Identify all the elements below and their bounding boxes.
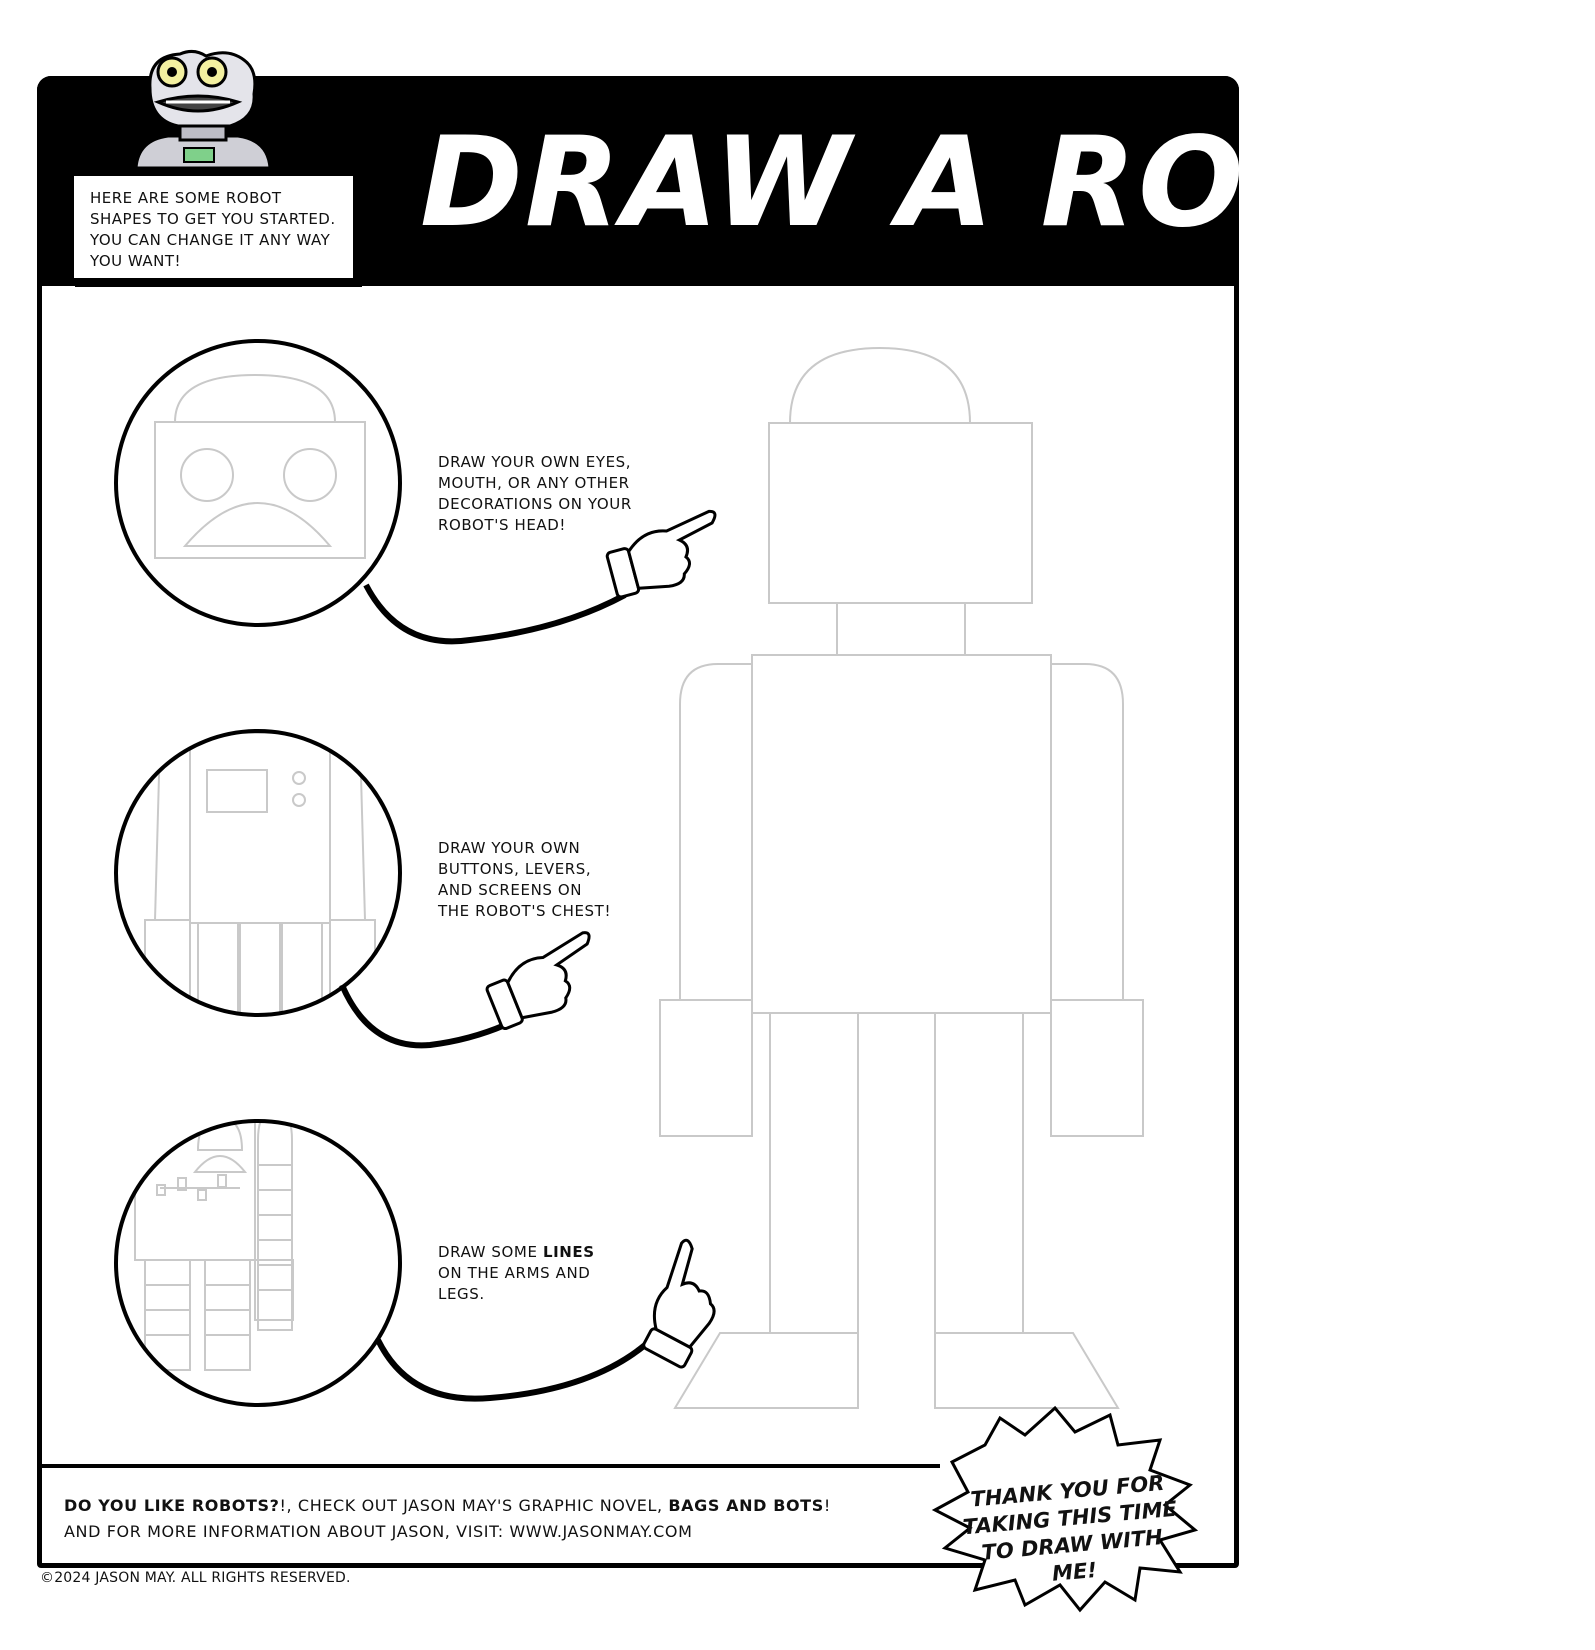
robot-left-leg [770, 1013, 858, 1333]
tip-chest: DRAW YOUR OWN BUTTONS, LEVERS, AND SCREENS ON THE ROBOT'S CHEST! [438, 839, 612, 920]
head-detail-circle [116, 341, 400, 625]
footer-bold-question: DO YOU LIKE ROBOTS? [64, 1496, 280, 1515]
robot-left-foot [675, 1333, 858, 1408]
tip-limbs-prefix: DRAW SOME [438, 1243, 538, 1261]
burst-text: THANK YOU FOR TAKING THIS TIME TO DRAW WITH ME! [961, 1470, 1178, 1586]
tip-limbs-suffix: ON THE ARMS AND LEGS. [438, 1264, 591, 1303]
footer-mid-text: !, CHECK OUT JASON MAY'S GRAPHIC NOVEL, [279, 1496, 663, 1515]
page-title: DRAW A ROBOT! [420, 111, 1595, 255]
footer-book-title: BAGS AND BOTS [668, 1496, 824, 1515]
footer-end-mark: ! [823, 1496, 831, 1515]
robot-neck [837, 603, 965, 655]
robot-head [769, 423, 1032, 603]
robot-head-dome [790, 348, 970, 423]
robot-right-foot [935, 1333, 1118, 1408]
robot-template [660, 348, 1143, 1408]
robot-right-leg [935, 1013, 1023, 1333]
robot-left-upper-arm [680, 664, 752, 1000]
robot-left-hand [660, 1000, 752, 1136]
intro-text: HERE ARE SOME ROBOT SHAPES TO GET YOU STARTED. YOU CAN CHANGE IT ANY WAY YOU WANT! [90, 189, 336, 270]
footer-line-2: AND FOR MORE INFORMATION ABOUT JASON, VISIT: WWW.JASONMAY.COM [64, 1522, 693, 1541]
tip-limbs [438, 1242, 613, 1305]
tip-limbs-bold: LINES [542, 1243, 595, 1261]
footer-line-1 [64, 1496, 831, 1515]
robot-right-hand [1051, 1000, 1143, 1136]
pointing-hand-icon [481, 931, 611, 1032]
robot-right-upper-arm [1051, 664, 1123, 1000]
pointing-hand-icon [630, 1239, 739, 1370]
robot-torso [752, 655, 1051, 1013]
chest-detail-circle [116, 731, 400, 1023]
limbs-detail-circle [116, 1110, 400, 1405]
copyright: ©2024 JASON MAY. ALL RIGHTS RESERVED. [40, 1570, 351, 1586]
tip-head: DRAW YOUR OWN EYES, MOUTH, OR ANY OTHER DECORATIONS ON YOUR ROBOT'S HEAD! [438, 453, 632, 534]
